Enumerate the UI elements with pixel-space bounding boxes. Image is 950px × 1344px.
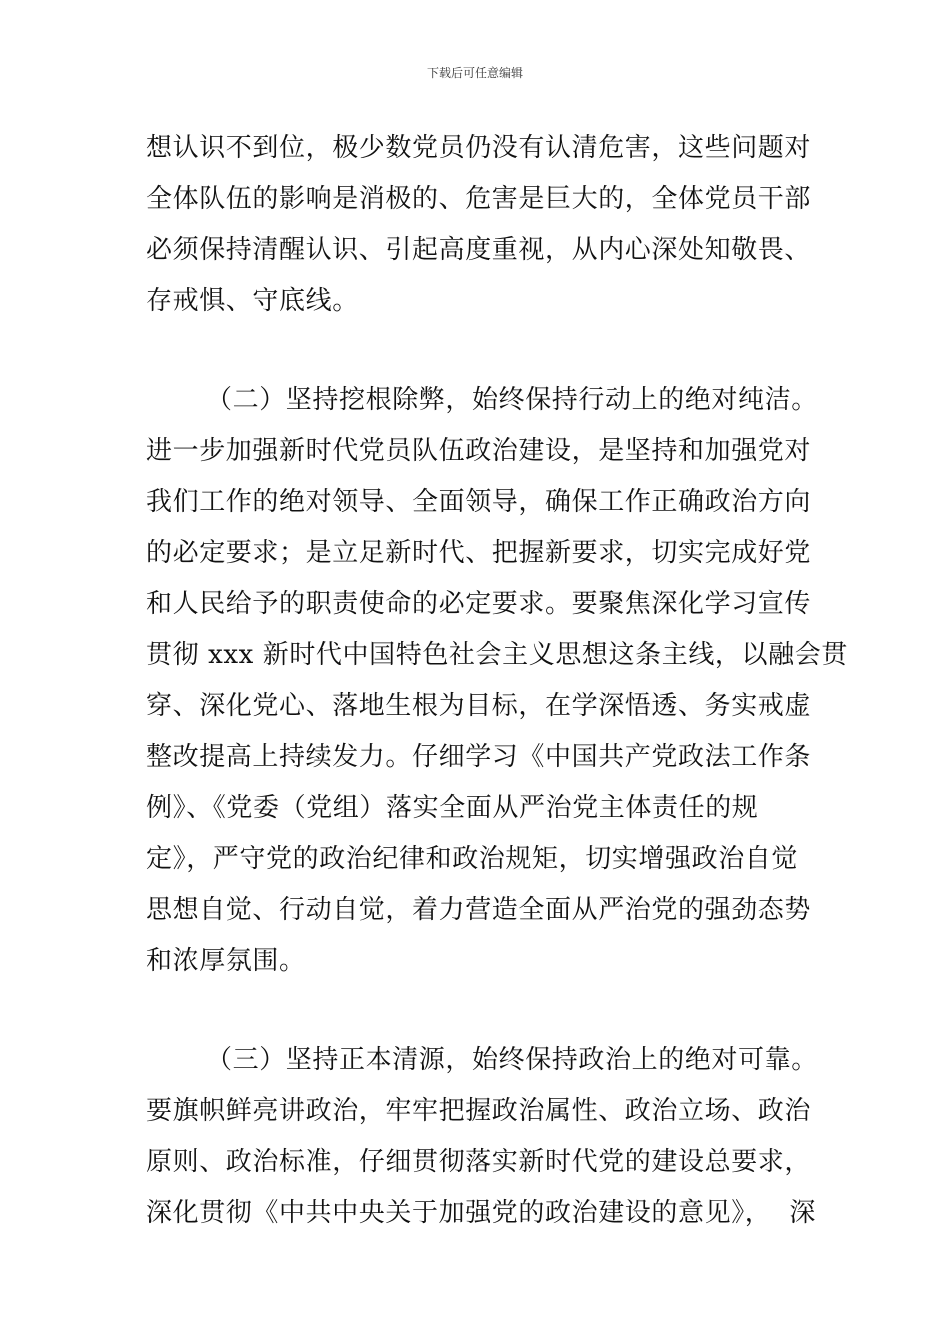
paragraph-2-line-5: 和人民给予的职责使命的必定要求。要聚焦深化学习宣传: [146, 589, 812, 619]
paragraph-2-line-2: 进一步加强新时代党员队伍政治建设，是坚持和加强党对: [146, 436, 812, 466]
paragraph-2-line-10: 定》，严守党的政治纪律和政治规矩，切实增强政治自觉: [146, 844, 799, 874]
paragraph-2-line-3: 我们工作的绝对领导、全面领导，确保工作正确政治方向: [146, 487, 812, 517]
paragraph-3-line-4: [146, 1195, 816, 1231]
paragraph-1-line-2: 全体队伍的影响是消极的、危害是巨大的，全体党员干部: [146, 184, 812, 214]
paragraph-2-line-12: 和浓厚氛围。: [146, 946, 306, 976]
paragraph-1-line-1: 想认识不到位，极少数党员仍没有认清危害，这些问题对: [146, 133, 812, 163]
paragraph-2-line-11: 思想自觉、行动自觉，着力营造全面从严治党的强劲态势: [146, 895, 812, 925]
paragraph-2-line-8: 整改提高上持续发力。仔细学习《中国共产党政法工作条: [146, 742, 812, 772]
paragraph-3-line-4-tail: 深: [789, 1198, 816, 1228]
paragraph-2-line-4: 的必定要求；是立足新时代、把握新要求，切实完成好党: [146, 538, 812, 568]
paragraph-2-line-6: 贯彻 xxx 新时代中国特色社会主义思想这条主线，以融会贯: [146, 640, 848, 670]
paragraph-2-line-7: 穿、深化党心、落地生根为目标，在学深悟透、务实戒虚: [146, 691, 812, 721]
paragraph-3-line-4-text: 深化贯彻《中共中央关于加强党的政治建设的意见》，: [146, 1198, 772, 1228]
paragraph-3-line-2: 要旗帜鲜亮讲政治，牢牢把握政治属性、政治立场、政治: [146, 1096, 812, 1126]
paragraph-2-line-9: 例》、《党委（党组）落实全面从严治党主体责任的规: [146, 793, 759, 823]
page-header: 下载后可任意编辑: [426, 66, 523, 80]
paragraph-3-heading: （三）坚持正本清源，始终保持政治上的绝对可靠。: [206, 1045, 818, 1075]
paragraph-3-line-3: 原则、政治标准，仔细贯彻落实新时代党的建设总要求，: [146, 1147, 812, 1177]
paragraph-2-heading: （二）坚持挖根除弊，始终保持行动上的绝对纯洁。: [206, 385, 818, 415]
paragraph-1-line-4: 存戒惧、守底线。: [146, 286, 359, 316]
paragraph-1-line-3: 必须保持清醒认识、引起高度重视，从内心深处知敬畏、: [146, 235, 812, 265]
